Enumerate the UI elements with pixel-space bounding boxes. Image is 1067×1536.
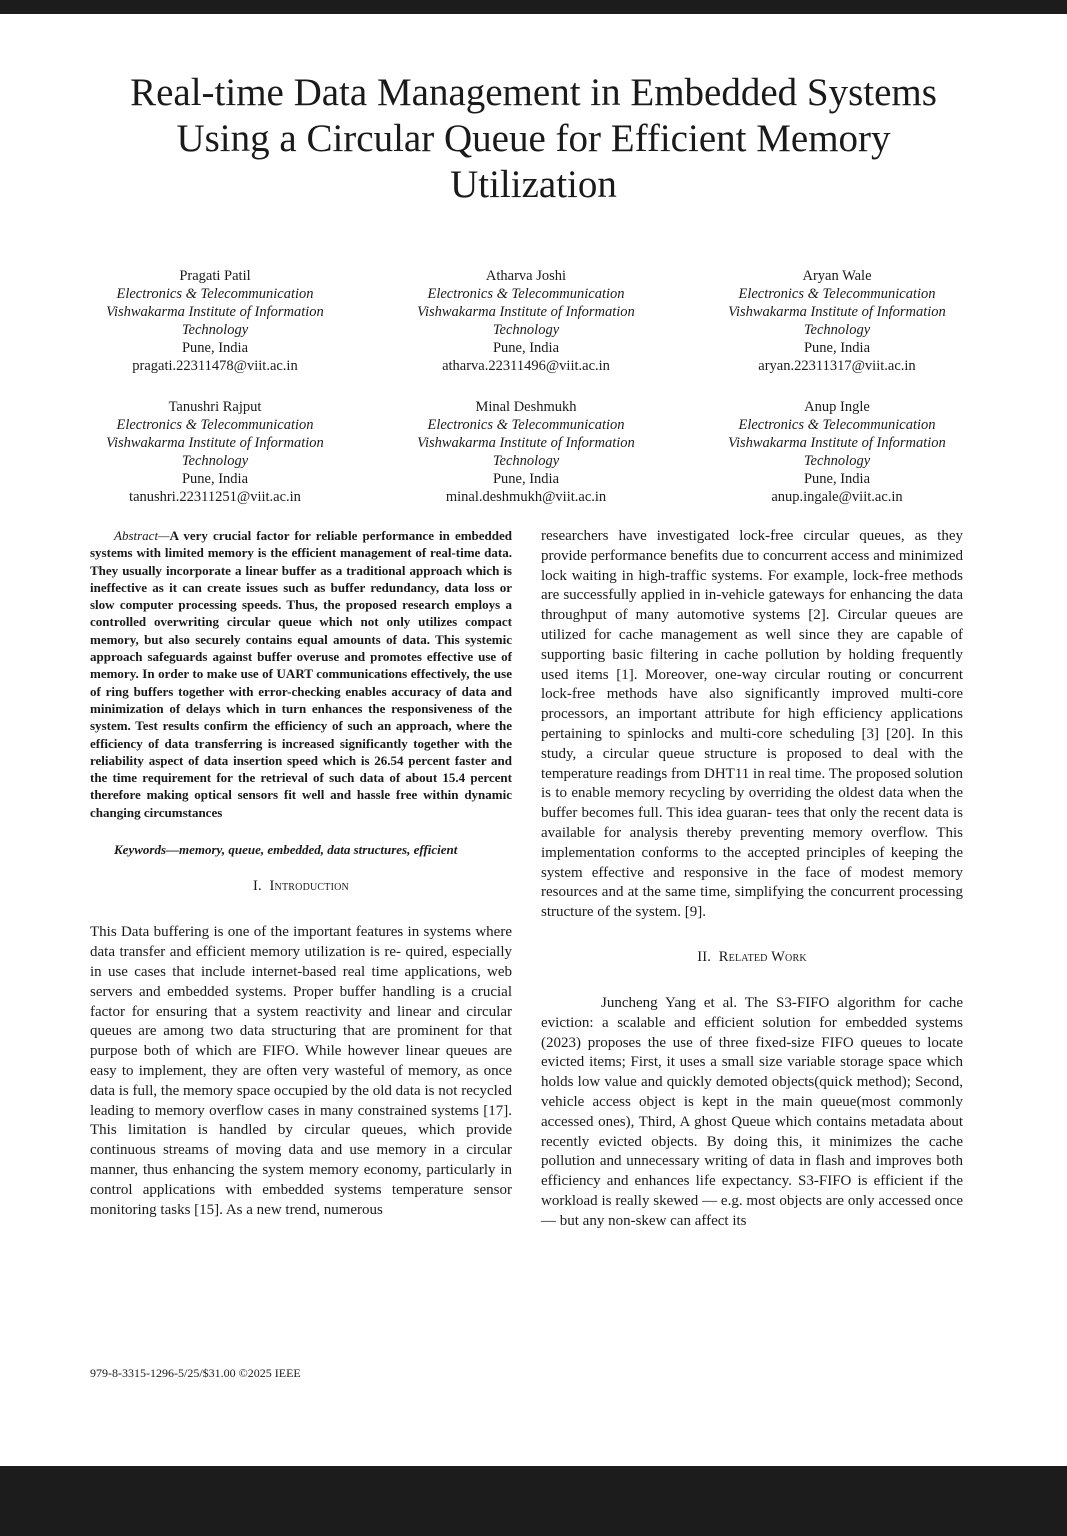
author-email[interactable]: aryan.22311317@viit.ac.in (758, 358, 916, 374)
author-email[interactable]: minal.deshmukh@viit.ac.in (445, 489, 607, 505)
author-city: Pune, India (181, 471, 249, 487)
author-city: Pune, India (181, 340, 249, 356)
section-title: Related Work (718, 948, 807, 965)
author-inst-2: Technology (803, 453, 871, 469)
author-name: Minal Deshmukh (475, 399, 577, 415)
keywords: Keywords—memory, queue, embedded, data structures, efficient (114, 842, 458, 858)
author-email[interactable]: pragati.22311478@viit.ac.in (132, 358, 298, 374)
related-work-paragraph: Juncheng Yang et al. The S3-FIFO algorithm for cache eviction: a scalable and efficient solution for embedded systems (2023) proposes the use of three fixed-size FIFO queues to locate evicted items; First, it uses a small size variable storage space which holds low value and quickly demoted objects(quick method); Second, vehicle access object is kept in the main queue(most commonly accessed ones), Third, A ghost Queue which contains metadata about recently evicted objects. By doing this, it minimizes the cache pollution and unnecessary writing of data in flash and improves both efficiency and enhances life expectancy. S3-FIFO is efficient if the workload is really skewed — e.g. most objects are only accessed once — but any non-skew can affect its (541, 994, 963, 1229)
copyright-note: 979-8-3315-1296-5/25/$31.00 ©2025 IEEE (90, 1366, 301, 1380)
author-name: Atharva Joshi (485, 268, 567, 284)
section-number: II. (697, 948, 712, 965)
author-block (376, 398, 676, 506)
intro-continued-paragraph: researchers have investigated lock-free circular queues, as they provide performance benefits due to concurrent access and minimized lock waiting in high-traffic systems. For example, lock-free methods are successfully applied in in-vehicle gateways for enhancing the data throughput of many automotive systems [2]. Circular queues are utilized for cache management as well since they are capable of supporting basic filtering in cache pollution by holding frequently used items [1]. Moreover, one-way circular routing or concurrent lock-free methods have also significantly improved multi-core processors, an important attribute for high efficiency applications pertaining to spinlocks and multi-core scheduling [3] [20]. In this study, a circular queue structure is proposed to deal with the temperature readings from DHT11 in real time. The proposed solution is to enable memory recycling by overriding the oldest data when the buffer becomes full. This idea guaran- tees that only the recent data is available for analysis thereby preventing memory overflow. This implementation conforms to the accepted principles of keeping the system effective and responsive in the face of modest memory resources and at the same time, simplifying the concurrent processing structure of the system. [9]. (541, 528, 963, 921)
bottom-bar (0, 1466, 1067, 1536)
author-inst-2: Technology (803, 322, 871, 338)
author-city: Pune, India (803, 471, 871, 487)
author-inst-2: Technology (492, 453, 560, 469)
author-inst: Vishwakarma Institute of Information (728, 304, 946, 320)
author-dept: Electronics & Telecommunication (738, 286, 936, 302)
author-dept: Electronics & Telecommunication (738, 417, 936, 433)
author-dept: Electronics & Telecommunication (116, 286, 314, 302)
author-block (687, 398, 987, 506)
author-city: Pune, India (492, 340, 560, 356)
author-inst: Vishwakarma Institute of Information (106, 304, 324, 320)
author-city: Pune, India (803, 340, 871, 356)
intro-paragraph: This Data buffering is one of the important features in systems where data transfer and efficient memory utilization is re- quired, especially in use cases that include internet-based real time applications, web servers and embedded systems. Proper buffer handling is a crucial factor for ensuring that a system reactivity and linear and circular queues are among two data structuring that are prominent for that purpose both of which are FIFO. While however linear queues are easy to implement, they are often very wasteful of memory, as once data is full, the memory space occupied by the old data is not recycled leading to memory overflow cases in many constrained systems [17]. This limitation is handled by circular queues, which provide continuous streams of moving data and use memory in a circular manner, thus enhancing the system memory economy, particularly in control applications with embedded systems temperature sensor monitoring tasks [15]. As a new trend, numerous (90, 924, 512, 1218)
author-inst: Vishwakarma Institute of Information (417, 304, 635, 320)
top-bar (0, 0, 1067, 14)
author-dept: Electronics & Telecommunication (427, 286, 625, 302)
author-email[interactable]: tanushri.22311251@viit.ac.in (129, 489, 301, 505)
title-line-3: Utilization (450, 163, 617, 206)
author-name: Tanushri Rajput (168, 399, 262, 415)
section-title: Introduction (269, 878, 349, 895)
abstract (90, 527, 512, 821)
right-column (541, 527, 963, 1232)
paper-title (60, 70, 1007, 208)
section-number: I. (253, 878, 262, 895)
author-block (687, 267, 987, 375)
author-email[interactable]: anup.ingale@viit.ac.in (771, 489, 903, 505)
author-email[interactable]: atharva.22311496@viit.ac.in (442, 358, 610, 374)
section-heading-intro (90, 878, 512, 895)
author-city: Pune, India (492, 471, 560, 487)
left-column (90, 527, 512, 1220)
author-inst: Vishwakarma Institute of Information (106, 435, 324, 451)
title-line-1: Real-time Data Management in Embedded Systems (130, 71, 937, 114)
author-inst-2: Technology (181, 322, 249, 338)
author-inst-2: Technology (492, 322, 560, 338)
author-inst: Vishwakarma Institute of Information (728, 435, 946, 451)
abstract-text: A very crucial factor for reliable performance in embedded systems with limited memory is the efficient management of real-time data. They usually incorporate a linear buffer as a traditional approach which is ineffective as it can create issues such as buffer redundancy, data loss or slow computer processing speeds. Thus, the proposed research employs a controlled overwriting circular queue which not only utilizes compact memory, but also securely contains equal amounts of data. This systemic approach safeguards against buffer overuse and promotes effective use of memory. In order to make use of UART communications effectively, the use of ring buffers together with error-checking enables accuracy of data and minimization of delays which in turn enhances the responsiveness of the system. Test results confirm the efficiency of such an approach, where the efficiency of data transferring is increased significantly together with the reliability aspect of data insertion speed which is 26.54 percent faster and the time requirement for the retrieval of such data of about 15.4 percent therefore making optical sensors fit well and hassle free within dynamic changing circumstances (90, 528, 512, 820)
author-name: Aryan Wale (802, 268, 872, 284)
author-inst-2: Technology (181, 453, 249, 469)
author-inst: Vishwakarma Institute of Information (417, 435, 635, 451)
abstract-lead: Abstract— (114, 528, 170, 543)
section-heading-related (541, 949, 963, 966)
title-line-2: Using a Circular Queue for Efficient Memory (176, 117, 891, 160)
author-block (65, 267, 365, 375)
author-block (65, 398, 365, 506)
author-dept: Electronics & Telecommunication (427, 417, 625, 433)
author-dept: Electronics & Telecommunication (116, 417, 314, 433)
author-block (376, 267, 676, 375)
author-name: Anup Ingle (804, 399, 870, 415)
author-name: Pragati Patil (179, 268, 251, 284)
